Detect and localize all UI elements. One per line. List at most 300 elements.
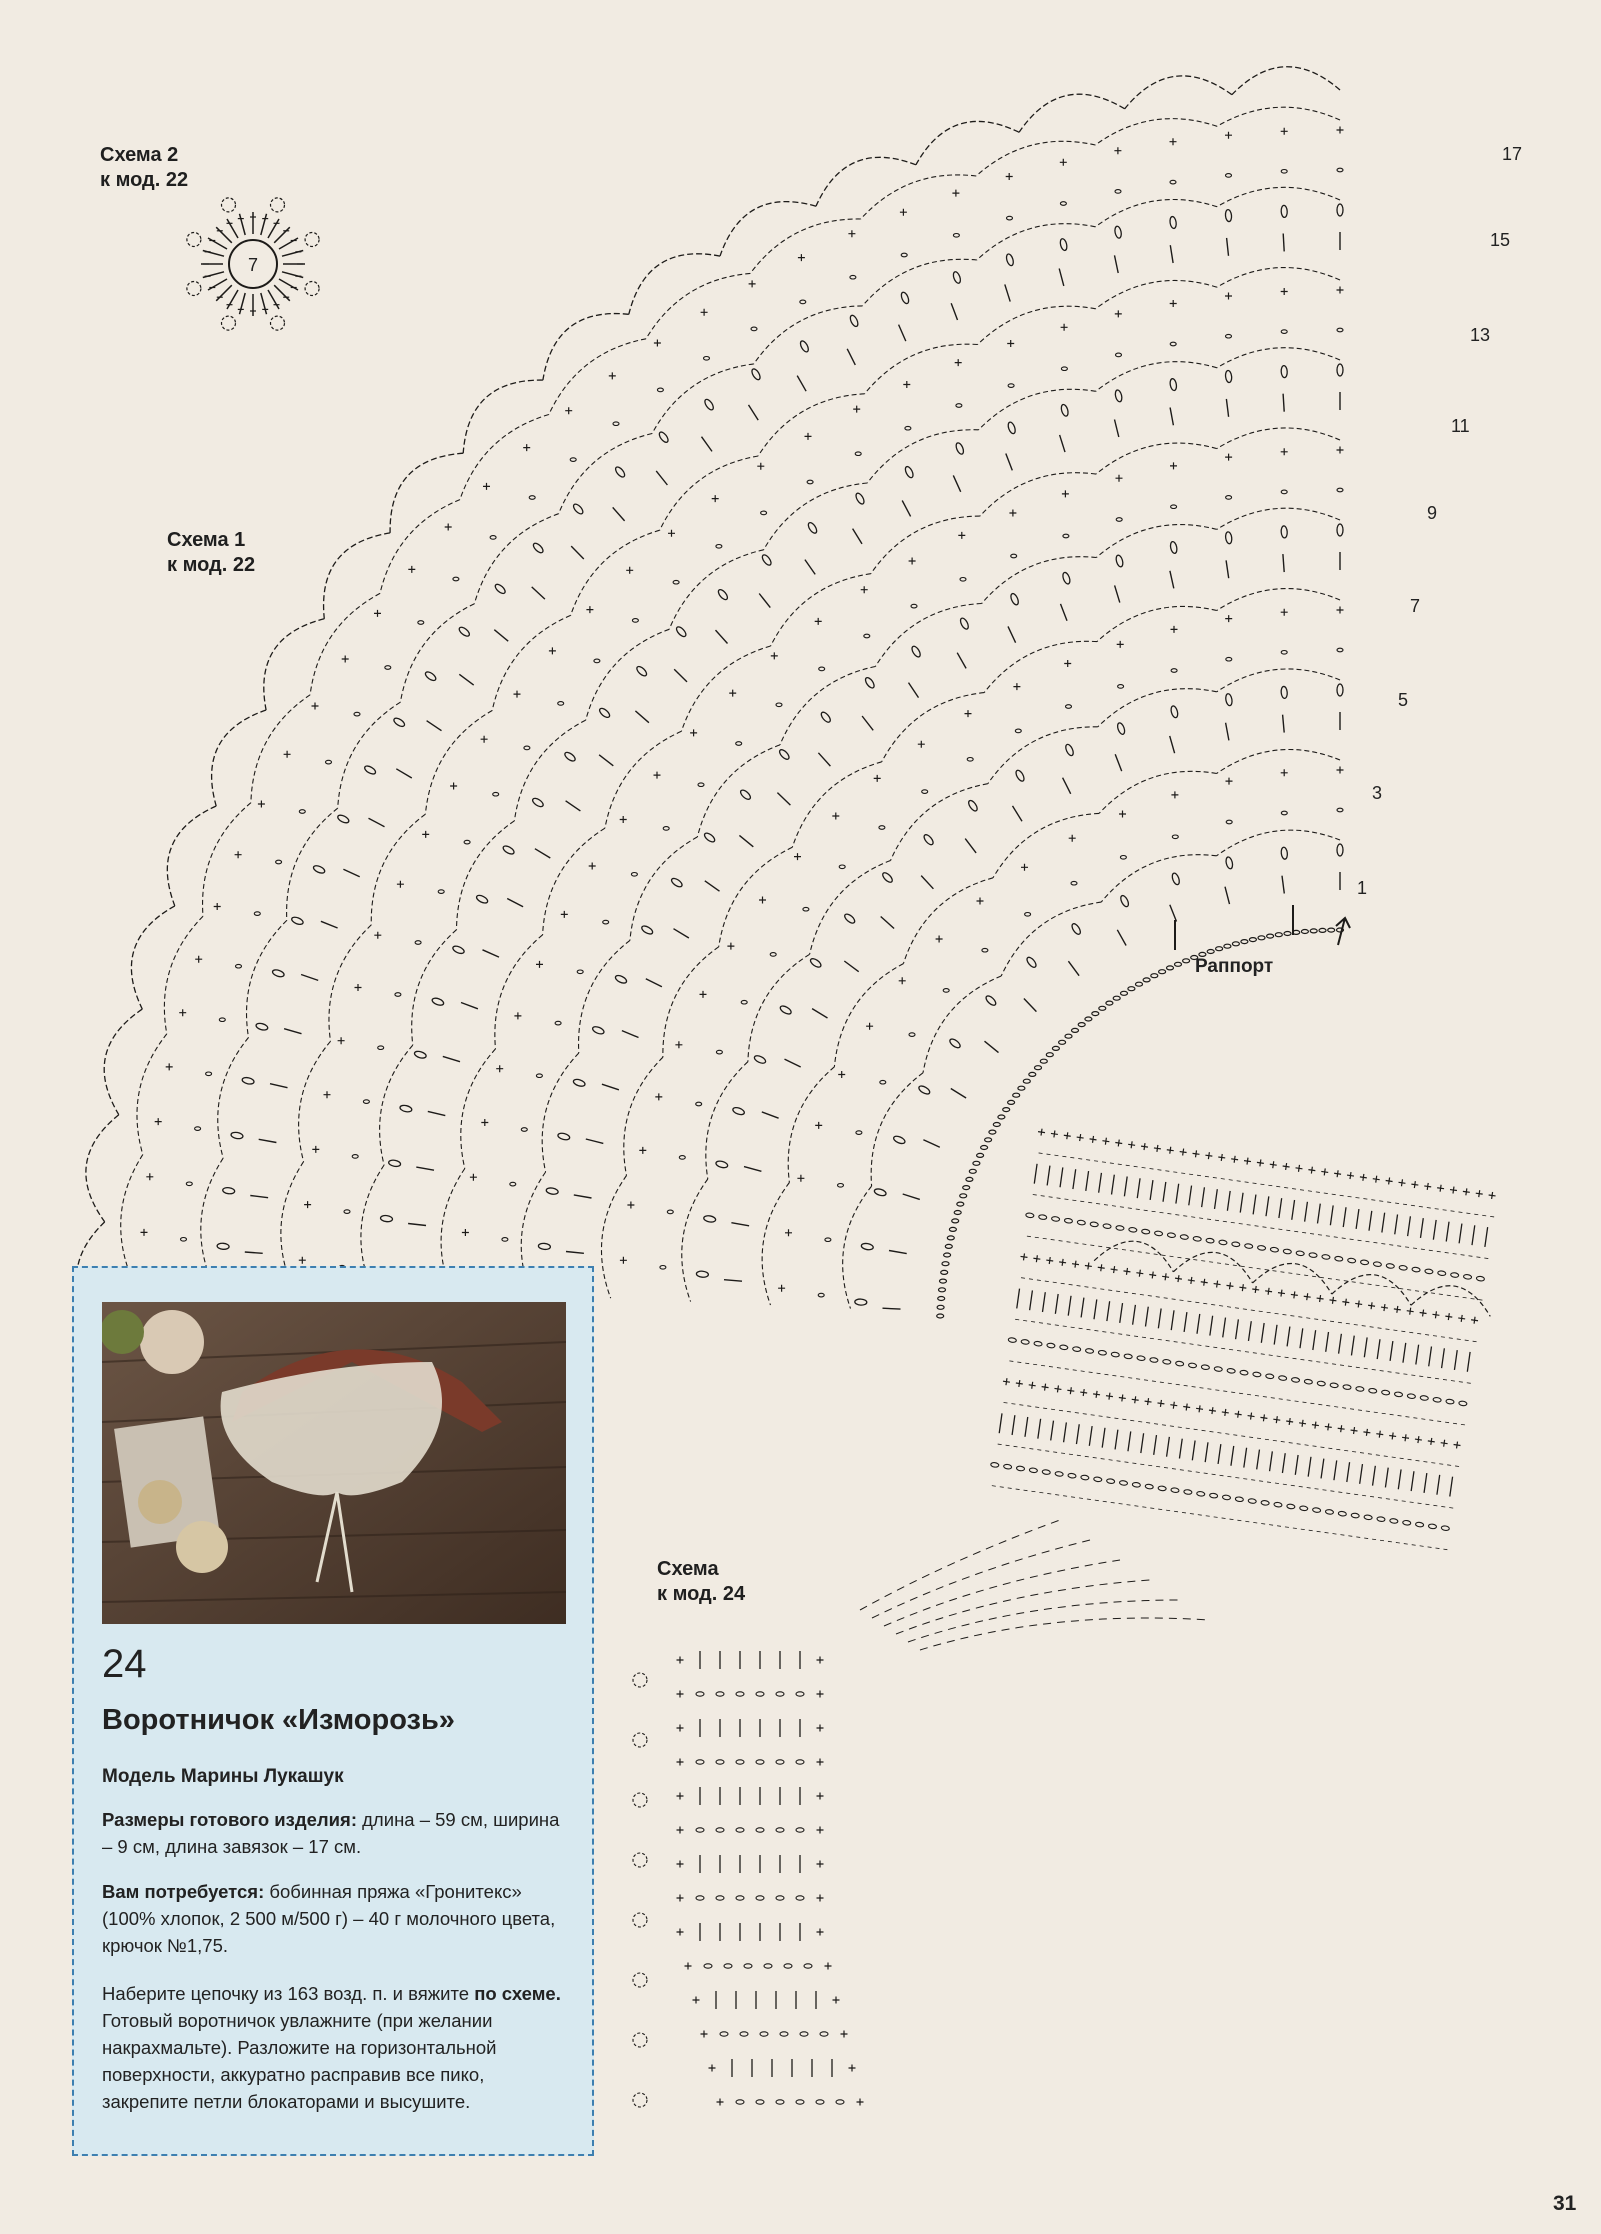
chain-stitch bbox=[1274, 1502, 1283, 1507]
chain-stitch bbox=[1167, 966, 1174, 970]
treble-stitch bbox=[1226, 560, 1229, 578]
single-crochet bbox=[483, 483, 490, 490]
chain-stitch bbox=[632, 619, 638, 623]
puff-stitch bbox=[557, 1132, 570, 1141]
chain-stitch bbox=[1222, 1495, 1231, 1500]
edge-scallop bbox=[1125, 76, 1232, 109]
chain-stitch bbox=[1433, 1397, 1442, 1402]
single-crochet bbox=[853, 406, 860, 413]
treble-stitch bbox=[1347, 1462, 1350, 1482]
chain-stitch bbox=[1077, 1220, 1086, 1225]
chain-arch bbox=[492, 615, 570, 710]
puff-stitch bbox=[272, 969, 285, 979]
puff-stitch bbox=[1337, 844, 1343, 856]
single-crochet bbox=[815, 618, 822, 625]
chain-stitch bbox=[1115, 190, 1121, 194]
single-crochet bbox=[496, 1065, 503, 1072]
chain-stitch bbox=[1209, 1493, 1218, 1498]
treble-stitch bbox=[705, 881, 720, 891]
treble-stitch bbox=[1025, 1417, 1028, 1437]
connector-line bbox=[908, 1600, 1180, 1642]
treble-stitch bbox=[1446, 1222, 1449, 1242]
chain-arch bbox=[719, 847, 793, 947]
chain-stitch bbox=[993, 1123, 1000, 1127]
treble-stitch bbox=[999, 1413, 1002, 1433]
treble-stitch bbox=[1300, 1328, 1303, 1348]
puff-stitch bbox=[703, 398, 715, 411]
single-crochet bbox=[677, 1759, 684, 1766]
chain-stitch bbox=[1066, 705, 1072, 709]
single-crochet bbox=[727, 943, 734, 950]
single-crochet bbox=[700, 991, 707, 998]
treble-stitch bbox=[1202, 1187, 1205, 1207]
chain-stitch bbox=[558, 702, 564, 706]
treble-stitch bbox=[535, 849, 550, 858]
treble-stitch bbox=[1137, 1178, 1140, 1198]
single-crochet bbox=[1265, 1287, 1273, 1295]
single-crochet bbox=[1432, 1311, 1440, 1319]
chain-stitch bbox=[1270, 1247, 1279, 1252]
treble-stitch bbox=[1318, 1204, 1321, 1224]
single-crochet bbox=[1013, 683, 1020, 690]
chain-arch bbox=[780, 667, 876, 745]
scheme2-label-line1: Схема 2 bbox=[100, 144, 179, 166]
chain-stitch bbox=[206, 1072, 212, 1076]
treble-stitch bbox=[1279, 1198, 1282, 1218]
chain-arch bbox=[571, 530, 660, 615]
treble-stitch bbox=[279, 279, 298, 290]
treble-stitch bbox=[797, 376, 806, 392]
puff-stitch bbox=[904, 465, 915, 478]
chain-arch bbox=[287, 808, 338, 920]
chain-stitch bbox=[354, 712, 360, 716]
instructions-text-start: Наберите цепочку из 163 возд. п. и вяжите bbox=[102, 1983, 475, 2004]
single-crochet bbox=[1281, 128, 1288, 135]
puff-stitch bbox=[1005, 253, 1014, 266]
chain-stitch bbox=[438, 890, 444, 894]
picot bbox=[633, 1913, 647, 1927]
chain-stitch bbox=[1034, 1341, 1043, 1346]
treble-stitch bbox=[1115, 1430, 1118, 1450]
chain-stitch bbox=[1390, 1518, 1399, 1523]
row-number: 9 bbox=[1427, 503, 1438, 523]
single-crochet bbox=[626, 567, 633, 574]
treble-stitch bbox=[1170, 571, 1174, 589]
single-crochet bbox=[1324, 1423, 1332, 1431]
single-crochet bbox=[514, 1012, 521, 1019]
puff-stitch bbox=[739, 788, 752, 800]
single-crochet bbox=[1376, 1430, 1384, 1438]
rapport-label: Раппорт bbox=[1195, 956, 1274, 977]
puff-stitch bbox=[967, 799, 979, 812]
single-crochet bbox=[1067, 1387, 1075, 1395]
single-crochet bbox=[1282, 1163, 1290, 1171]
chain-arch bbox=[1094, 1236, 1177, 1272]
picot bbox=[633, 1673, 647, 1687]
single-crochet bbox=[977, 898, 984, 905]
chain-stitch bbox=[716, 1896, 724, 1900]
treble-stitch bbox=[1115, 255, 1119, 273]
chain-stitch bbox=[1283, 1249, 1292, 1254]
puff-stitch bbox=[431, 997, 444, 1007]
treble-stitch bbox=[1351, 1336, 1354, 1356]
treble-stitch bbox=[1081, 1298, 1084, 1318]
chain-arch bbox=[164, 916, 203, 1034]
chain-arch bbox=[559, 434, 653, 514]
chain-stitch bbox=[1420, 1395, 1429, 1400]
scheme2-center-number: 7 bbox=[247, 255, 259, 275]
puff-stitch bbox=[696, 1271, 708, 1278]
single-crochet bbox=[778, 1285, 785, 1292]
chain-stitch bbox=[1476, 1276, 1485, 1281]
row-guide bbox=[1015, 1319, 1471, 1383]
chain-stitch bbox=[1116, 353, 1122, 357]
single-crochet bbox=[685, 1963, 692, 1970]
chain-stitch bbox=[1281, 811, 1287, 815]
single-crochet bbox=[1380, 1304, 1388, 1312]
chain-stitch bbox=[418, 621, 424, 625]
single-crochet bbox=[565, 407, 572, 414]
chain-stitch bbox=[1335, 1256, 1344, 1261]
single-crochet bbox=[797, 1175, 804, 1182]
puff-stitch bbox=[424, 670, 437, 682]
chain-stitch bbox=[1310, 929, 1317, 933]
chain-stitch bbox=[1175, 1361, 1184, 1366]
chain-stitch bbox=[1338, 1511, 1347, 1516]
single-crochet bbox=[1225, 454, 1232, 461]
chain-arch bbox=[1001, 902, 1101, 976]
chain-stitch bbox=[1226, 820, 1232, 824]
chain-arch bbox=[624, 1057, 663, 1175]
chain-stitch bbox=[1063, 534, 1069, 538]
scheme-mod24-chart bbox=[633, 1128, 1507, 2107]
chain-arch bbox=[979, 389, 1096, 430]
chain-stitch bbox=[1116, 1225, 1125, 1230]
chain-stitch bbox=[1249, 938, 1256, 942]
edge-scallop bbox=[916, 121, 1019, 164]
single-crochet bbox=[677, 1691, 684, 1698]
treble-stitch bbox=[1236, 1319, 1239, 1339]
treble-stitch bbox=[461, 1003, 478, 1009]
single-crochet bbox=[422, 831, 429, 838]
treble-stitch bbox=[1141, 1433, 1144, 1453]
single-crochet bbox=[817, 1657, 824, 1664]
chain-stitch bbox=[736, 1896, 744, 1900]
single-crochet bbox=[1337, 607, 1344, 614]
puff-stitch bbox=[861, 1243, 874, 1251]
single-crochet bbox=[1015, 1380, 1023, 1388]
chain-stitch bbox=[855, 452, 861, 456]
row-guide bbox=[1033, 1195, 1489, 1259]
connector-line bbox=[896, 1580, 1150, 1634]
chain-stitch bbox=[716, 1692, 724, 1696]
chain-stitch bbox=[1021, 1339, 1030, 1344]
puff-stitch bbox=[399, 1104, 412, 1113]
chain-stitch bbox=[1309, 1252, 1318, 1257]
treble-stitch bbox=[270, 1084, 288, 1088]
scheme2-label-line2: к мод. 22 bbox=[100, 169, 189, 191]
single-crochet bbox=[675, 1041, 682, 1048]
treble-stitch bbox=[268, 219, 279, 238]
chain-arch bbox=[338, 702, 401, 808]
treble-stitch bbox=[216, 285, 232, 301]
picot bbox=[187, 233, 201, 247]
single-crochet bbox=[1424, 1182, 1432, 1190]
chain-stitch bbox=[464, 840, 470, 844]
single-crochet bbox=[1110, 1266, 1118, 1274]
picot bbox=[633, 1853, 647, 1867]
chain-stitch bbox=[1232, 1242, 1241, 1247]
chain-stitch bbox=[1118, 685, 1124, 689]
chain-stitch bbox=[1167, 1232, 1176, 1237]
chain-arch bbox=[203, 803, 251, 917]
chain-stitch bbox=[1170, 342, 1176, 346]
chain-arch bbox=[121, 1155, 143, 1278]
chain-stitch bbox=[631, 873, 637, 877]
single-crochet bbox=[1427, 1437, 1435, 1445]
chain-stitch bbox=[696, 1692, 704, 1696]
single-crochet bbox=[1337, 127, 1344, 134]
treble-stitch bbox=[1295, 1455, 1298, 1475]
single-crochet bbox=[1286, 1418, 1294, 1426]
treble-stitch bbox=[1369, 1211, 1372, 1231]
single-crochet bbox=[1123, 1267, 1131, 1275]
single-crochet bbox=[258, 801, 265, 808]
row-numbers bbox=[1357, 144, 1522, 898]
treble-stitch bbox=[1133, 1305, 1136, 1325]
chain-stitch bbox=[1064, 1218, 1073, 1223]
single-crochet bbox=[794, 853, 801, 860]
treble-stitch bbox=[739, 835, 753, 846]
treble-stitch bbox=[240, 214, 246, 235]
single-crochet bbox=[1281, 769, 1288, 776]
chain-stitch bbox=[1356, 1386, 1365, 1391]
single-crochet bbox=[1114, 147, 1121, 154]
chain-arch bbox=[697, 745, 780, 837]
chain-stitch bbox=[1291, 1377, 1300, 1382]
treble-stitch bbox=[240, 293, 246, 314]
sizes-label: Размеры готового изделия: bbox=[102, 1809, 357, 1830]
single-crochet bbox=[1221, 1408, 1229, 1416]
treble-stitch bbox=[1170, 736, 1175, 753]
single-crochet bbox=[355, 984, 362, 991]
chain-stitch bbox=[1188, 1363, 1197, 1368]
treble-stitch bbox=[1454, 1350, 1457, 1370]
single-crochet bbox=[1208, 1407, 1216, 1415]
treble-stitch bbox=[1261, 1323, 1264, 1343]
single-crochet bbox=[825, 1963, 832, 1970]
single-crochet bbox=[918, 741, 925, 748]
puff-stitch bbox=[855, 1299, 867, 1306]
chain-arch bbox=[875, 604, 981, 667]
chain-arch bbox=[1095, 200, 1217, 227]
chain-stitch bbox=[1068, 1473, 1077, 1478]
single-crochet bbox=[1061, 324, 1068, 331]
puff-stitch bbox=[1171, 872, 1181, 885]
chain-stitch bbox=[1287, 1504, 1296, 1509]
chain-stitch bbox=[736, 1828, 744, 1832]
chain-stitch bbox=[1386, 1263, 1395, 1268]
puff-stitch bbox=[635, 665, 648, 678]
single-crochet bbox=[312, 703, 319, 710]
single-crochet bbox=[1389, 1432, 1397, 1440]
treble-stitch bbox=[1163, 1182, 1166, 1202]
puff-stitch bbox=[538, 1243, 551, 1250]
chain-stitch bbox=[1106, 1001, 1113, 1005]
treble-stitch bbox=[985, 1041, 999, 1052]
chain-stitch bbox=[236, 964, 242, 968]
single-crochet bbox=[609, 372, 616, 379]
chain-stitch bbox=[696, 1828, 704, 1832]
single-crochet bbox=[374, 610, 381, 617]
chain-stitch bbox=[1257, 1245, 1266, 1250]
treble-stitch bbox=[1205, 1442, 1208, 1462]
materials-text: бобинная пряжа «Гронитекс» (100% хлопок, 2 500 м/500 г) – 40 г молочного цвета, крючок №1,75. bbox=[102, 1881, 556, 1956]
puff-stitch bbox=[984, 994, 997, 1007]
puff-stitch bbox=[1170, 541, 1178, 554]
puff-stitch bbox=[1225, 693, 1233, 706]
single-crochet bbox=[1273, 1416, 1281, 1424]
treble-stitch bbox=[1321, 1459, 1324, 1479]
treble-stitch bbox=[494, 630, 508, 642]
chain-stitch bbox=[490, 536, 496, 540]
chain-stitch bbox=[1196, 1491, 1205, 1496]
chain-stitch bbox=[1441, 1525, 1450, 1530]
chain-stitch bbox=[1360, 1260, 1369, 1265]
single-crochet bbox=[1171, 626, 1178, 633]
chain-stitch bbox=[716, 1760, 724, 1764]
chain-stitch bbox=[1304, 1379, 1313, 1384]
puff-stitch bbox=[1025, 956, 1037, 969]
chain-stitch bbox=[363, 1100, 369, 1104]
chain-stitch bbox=[982, 948, 988, 952]
treble-stitch bbox=[1390, 1341, 1393, 1361]
single-crochet bbox=[668, 530, 675, 537]
chain-stitch bbox=[1025, 913, 1031, 917]
chain-arch bbox=[993, 813, 1099, 877]
puff-stitch bbox=[393, 717, 406, 729]
chain-stitch bbox=[879, 826, 885, 830]
treble-stitch bbox=[1227, 1191, 1230, 1211]
chain-stitch bbox=[1018, 1086, 1025, 1090]
scheme1-label bbox=[167, 528, 255, 578]
treble-stitch bbox=[1450, 1477, 1453, 1497]
single-crochet bbox=[627, 1202, 634, 1209]
single-crochet bbox=[817, 1793, 824, 1800]
chain-stitch bbox=[796, 1760, 804, 1764]
single-crochet bbox=[654, 772, 661, 779]
chain-arch bbox=[748, 954, 810, 1061]
single-crochet bbox=[1295, 1164, 1303, 1172]
puff-stitch bbox=[532, 542, 545, 555]
chain-stitch bbox=[981, 1146, 988, 1150]
chain-stitch bbox=[1337, 168, 1343, 172]
puff-stitch bbox=[414, 1050, 427, 1059]
single-crochet bbox=[1105, 1392, 1113, 1400]
chain-stitch bbox=[1003, 1108, 1010, 1112]
chain-stitch bbox=[1415, 1522, 1424, 1527]
collar-photo bbox=[102, 1302, 566, 1624]
scheme-mod24-label bbox=[657, 1557, 745, 1607]
single-crochet bbox=[235, 851, 242, 858]
single-crochet bbox=[1402, 1434, 1410, 1442]
treble-stitch bbox=[1382, 1213, 1385, 1233]
single-crochet bbox=[1050, 1130, 1058, 1138]
picot bbox=[633, 1733, 647, 1747]
treble-stitch bbox=[1094, 1299, 1097, 1319]
treble-stitch bbox=[883, 1308, 901, 1309]
chain-arch bbox=[371, 814, 425, 925]
treble-stitch bbox=[1068, 961, 1079, 976]
chain-stitch bbox=[838, 1184, 844, 1188]
single-crochet bbox=[1093, 1390, 1101, 1398]
single-crochet bbox=[1450, 1186, 1458, 1194]
puff-stitch bbox=[807, 521, 819, 534]
single-crochet bbox=[701, 2031, 708, 2038]
single-crochet bbox=[1347, 1172, 1355, 1180]
chain-stitch bbox=[816, 2100, 824, 2104]
chain-stitch bbox=[1116, 518, 1122, 522]
single-crochet bbox=[1303, 1293, 1311, 1301]
chain-stitch bbox=[1015, 729, 1021, 733]
row-number: 1 bbox=[1357, 878, 1368, 898]
chain-arch bbox=[792, 762, 881, 848]
edge-scallop bbox=[1232, 67, 1340, 95]
chain-stitch bbox=[1351, 1513, 1360, 1518]
chain-stitch bbox=[909, 1033, 915, 1037]
chain-stitch bbox=[716, 1828, 724, 1832]
chain-stitch bbox=[901, 253, 907, 257]
chain-arch bbox=[978, 306, 1096, 344]
chain-stitch bbox=[1061, 367, 1067, 371]
chain-stitch bbox=[796, 1896, 804, 1900]
chain-stitch bbox=[415, 941, 421, 945]
puff-stitch bbox=[452, 945, 465, 955]
puff-stitch bbox=[843, 912, 856, 924]
model-info-card bbox=[72, 1266, 594, 2156]
treble-stitch bbox=[1034, 1164, 1037, 1184]
connector-line bbox=[860, 1520, 1060, 1610]
puff-stitch bbox=[1225, 209, 1232, 222]
chain-stitch bbox=[957, 1202, 964, 1206]
single-crochet bbox=[1118, 1394, 1126, 1402]
chain-stitch bbox=[385, 666, 391, 670]
chain-stitch bbox=[1296, 1251, 1305, 1256]
chain-arch bbox=[1217, 669, 1340, 692]
chain-stitch bbox=[1072, 1346, 1081, 1351]
chain-stitch bbox=[395, 993, 401, 997]
treble-stitch bbox=[599, 755, 613, 766]
chain-arch bbox=[1098, 689, 1217, 727]
treble-stitch bbox=[227, 290, 238, 309]
single-crochet bbox=[677, 1657, 684, 1664]
single-crochet bbox=[1225, 293, 1232, 300]
single-crochet bbox=[1009, 510, 1016, 517]
chain-stitch bbox=[1029, 1072, 1036, 1076]
chain-stitch bbox=[1099, 1006, 1106, 1010]
chain-stitch bbox=[1216, 947, 1223, 951]
treble-stitch bbox=[1283, 554, 1284, 572]
treble-stitch bbox=[1167, 1437, 1170, 1457]
treble-stitch bbox=[921, 876, 933, 889]
treble-stitch bbox=[428, 1111, 446, 1115]
chain-stitch bbox=[990, 1462, 999, 1467]
puff-stitch bbox=[948, 1037, 961, 1049]
chain-arch bbox=[1217, 749, 1340, 773]
single-crochet bbox=[1069, 835, 1076, 842]
row-guide bbox=[992, 1486, 1448, 1550]
single-crochet bbox=[965, 710, 972, 717]
